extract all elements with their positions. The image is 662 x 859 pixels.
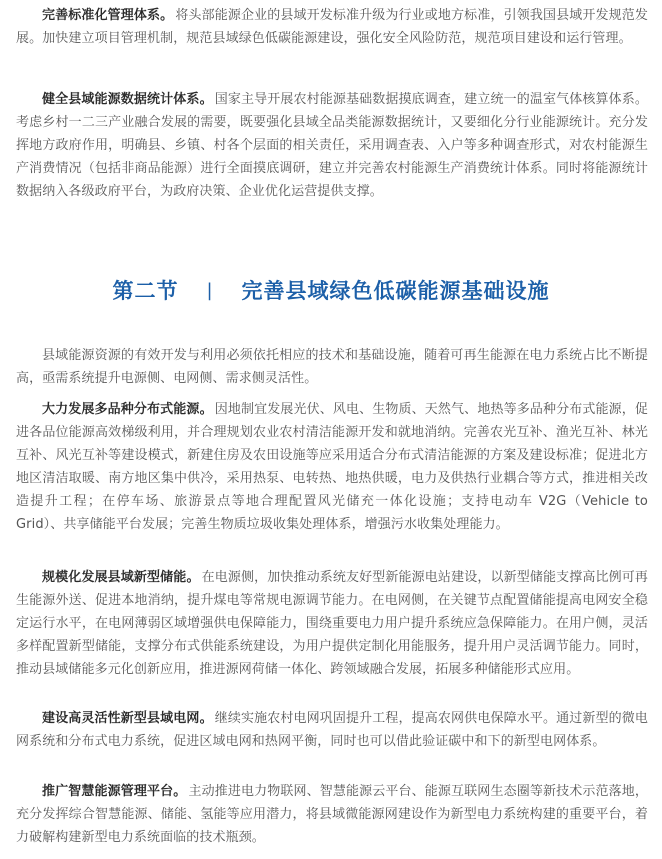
paragraph-new-storage (16, 566, 648, 681)
paragraph-body: 将头部能源企业的县域开发标准升级为行业或地方标准，引领我国县域开发规范发展。加快建立项目管理机制，规范县域绿色低碳能源建设，强化安全风险防范，规范项目建设和运行管理。 (16, 8, 648, 46)
paragraph-lead: 健全县域能源数据统计体系。 (42, 92, 213, 107)
paragraph-body: 主动推进电力物联网、智慧能源云平台、能源互联网生态圈等新技术示范落地，充分发挥综合智慧能源、储能、氢能等应用潜力，将县域微能源网建设作为新型电力系统构建的重要平台，着力破解构建新型电力系统面临的技术瓶颈。 (16, 784, 648, 845)
section-title: 完善县域绿色低碳能源基础设施 (241, 279, 550, 303)
paragraph-lead: 完善标准化管理体系。 (42, 8, 174, 23)
paragraph-body: 继续实施农村电网巩固提升工程，提高农网供电保障水平。通过新型的微电网系统和分布式电力系统，促进区域电网和热网平衡，同时也可以借此验证碳中和下的新型电网体系。 (16, 711, 648, 749)
paragraph-lead: 建设高灵活性新型县域电网。 (42, 711, 213, 726)
paragraph-body: 在电源侧，加快推动系统友好型新能源电站建设，以新型储能支撑高比例可再生能源外送、促进本地消纳，提升煤电等常规电源调节能力。在电网侧，在关键节点配置储能提高电网安全稳定运行水平，在电网薄弱区域增强供电保障能力，围绕重要电力用户提升系统应急保障能力。在用户侧，灵活多样配置新型储能，支撑分布式供能系统建设，为用户提供定制化用能服务，提升用户灵活调节能力。同时，推动县域储能多元化创新应用，推进源网荷储一体化、跨领域融合发展，拓展多种储能形式应用。 (16, 570, 648, 677)
section-heading (0, 270, 662, 310)
paragraph-body: 国家主导开展农村能源基础数据摸底调查，建立统一的温室气体核算体系。考虑乡村一二三产业融合发展的需要，既要强化县域全品类能源数据统计，又要细化分行业能源统计。充分发挥地方政府作用，明确县、乡镇、村各个层面的相关责任，采用调查表、入户等多种调查形式，对农村能源生产消费情况（包括非商品能源）进行全面摸底调研，建立并完善农村能源生产消费统计体系。同时将能源统计数据纳入各级政府平台，为政府决策、企业优化运营提供支撑。 (16, 92, 648, 199)
paragraph-smart-energy (16, 780, 648, 849)
section-number: 第二节 (112, 279, 179, 303)
paragraph-lead: 大力发展多品种分布式能源。 (42, 402, 213, 417)
paragraph-distributed-energy (16, 398, 648, 536)
paragraph-lead: 规模化发展县域新型储能。 (42, 570, 200, 585)
section-divider: | (206, 279, 214, 301)
paragraph-standard-management (16, 4, 648, 50)
paragraph-body: 因地制宜发展光伏、风电、生物质、天然气、地热等多品种分布式能源，促进各品位能源高效梯级利用，并合理规划农业农村清洁能源开发和就地消纳。完善农光互补、渔光互补、林光互补、风光互补等建设模式，新建住房及农田设施等应采用适合分布式清洁能源的方案及建设标准；促进北方地区清洁取暖、南方地区集中供冷，采用热泵、电转热、地热供暖，电力及供热行业耦合等方式，推进相关改造提升工程；在停车场、旅游景点等地合理配置风光储充一体化设施；支持电动车 V2G（Vehicle to Grid）、共享储能平台发展；完善生物质垃圾收集处理体系，增强污水收集处理能力。 (16, 402, 648, 532)
section-intro: 县域能源资源的有效开发与利用必须依托相应的技术和基础设施，随着可再生能源在电力系统占比不断提高，亟需系统提升电源侧、电网侧、需求侧灵活性。 (16, 348, 648, 386)
paragraph-lead: 推广智慧能源管理平台。 (42, 784, 187, 799)
paragraph-flexible-grid (16, 707, 648, 753)
paragraph-energy-statistics (16, 88, 648, 203)
